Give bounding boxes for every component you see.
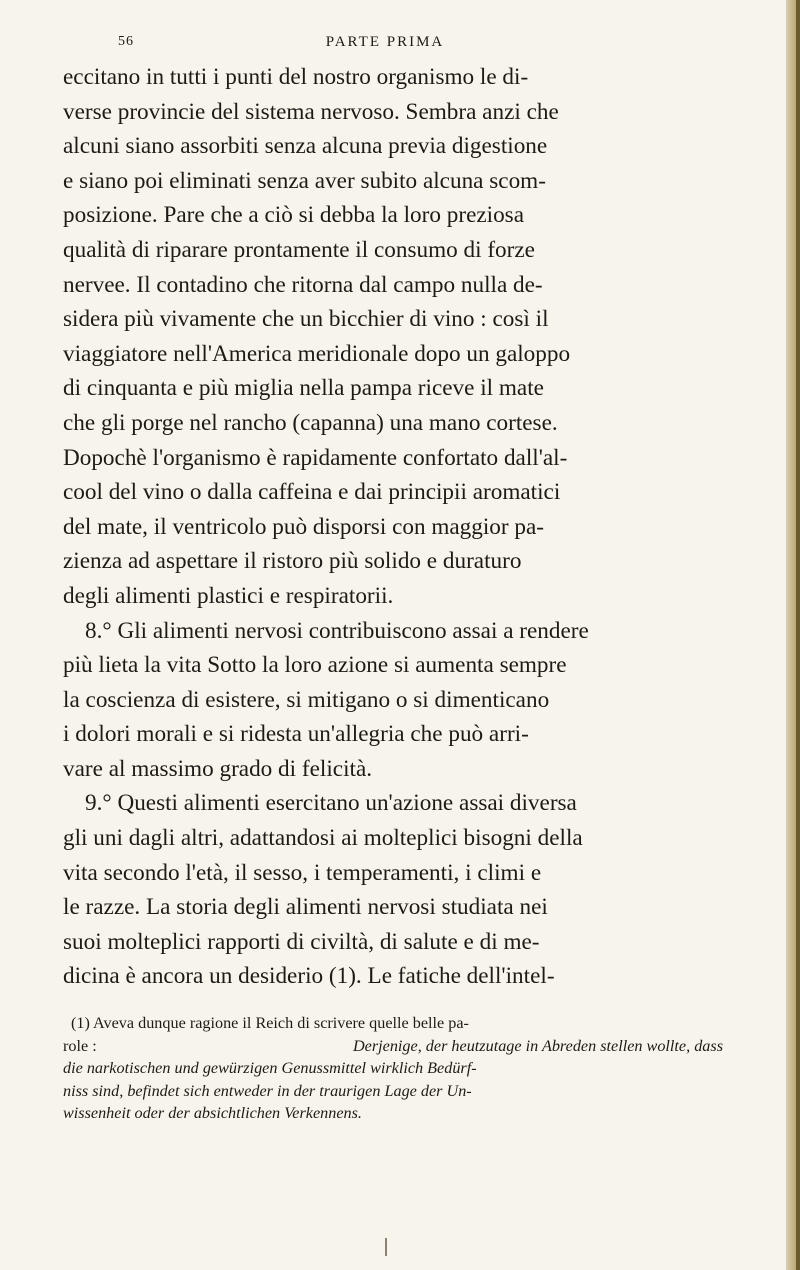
footnote-line <box>63 1035 723 1058</box>
page-header <box>50 34 720 58</box>
text-line: 8.° Gli alimenti nervosi contribuiscono assai a rendere <box>85 617 589 644</box>
text-line: vita secondo l'età, il sesso, i temperamenti, i climi e <box>63 859 542 886</box>
footnote-line: (1) Aveva dunque ragione il Reich di scrivere quelle belle pa- <box>71 1014 469 1032</box>
footnote-quote: Derjenige, der heutzutage in Abreden stellen wollte, dass <box>352 1036 723 1055</box>
text-line: cool del vino o dalla caffeina e dai principii aromatici <box>63 479 561 506</box>
text-line: che gli porge nel rancho (capanna) una mano cortese. <box>63 409 558 436</box>
text-line: più lieta la vita Sotto la loro azione si aumenta sempre <box>63 652 567 679</box>
text-line: i dolori morali e si ridesta un'allegria che può arri- <box>63 721 529 748</box>
text-line: del mate, il ventricolo può disporsi con maggior pa- <box>63 513 545 540</box>
text-line: vare al massimo grado di felicità. <box>63 755 373 782</box>
main-text <box>63 60 723 994</box>
text-line: la coscienza di esistere, si mitigano o si dimenticano <box>63 686 550 713</box>
text-line: gli uni dagli altri, adattandosi ai molteplici bisogni della <box>63 825 583 852</box>
footnote-quote: die narkotischen und gewürzigen Genussmittel wirklich Bedürf- <box>63 1059 477 1078</box>
running-head: PARTE PRIMA <box>325 34 445 50</box>
text-line: degli alimenti plastici e respiratorii. <box>63 582 394 609</box>
text-line: suoi molteplici rapporti di civiltà, di salute e di me- <box>63 928 540 955</box>
text-line: 9.° Questi alimenti esercitano un'azione assai diversa <box>85 790 577 817</box>
text-line: di cinquanta e più miglia nella pampa riceve il mate <box>63 375 544 402</box>
footnote-line <box>63 1102 723 1125</box>
footnote-line <box>63 1057 723 1080</box>
footnote <box>63 1012 723 1125</box>
print-mark <box>385 1238 387 1256</box>
text-line: viaggiatore nell'America meridionale dopo un galoppo <box>63 340 571 367</box>
text-line: zienza ad aspettare il ristoro più solido e duraturo <box>63 548 522 575</box>
text-line: verse provincie del sistema nervoso. Sembra anzi che <box>63 98 559 125</box>
page-edge-shadow <box>796 0 800 1270</box>
footnote-quote: wissenheit oder der absichtlichen Verkennens. <box>63 1104 362 1123</box>
text-line: le razze. La storia degli alimenti nervosi studiata nei <box>63 894 548 921</box>
text-line: eccitano in tutti i punti del nostro organismo le di- <box>63 64 529 90</box>
text-line: posizione. Pare che a ciò si debba la loro preziosa <box>63 202 524 229</box>
page-number: 56 <box>118 34 134 49</box>
text-line: qualità di riparare prontamente il consumo di forze <box>63 236 535 263</box>
text-line: e siano poi eliminati senza aver subito alcuna scom- <box>63 167 546 194</box>
footnote-text: role : <box>63 1036 97 1055</box>
text-line: Dopochè l'organismo è rapidamente confortato dall'al- <box>63 444 568 471</box>
text-line: nervee. Il contadino che ritorna dal campo nulla de- <box>63 271 543 298</box>
text-line: sidera più vivamente che un bicchier di vino : così il <box>63 306 549 333</box>
footnote-line <box>63 1080 723 1103</box>
text-line: alcuni siano assorbiti senza alcuna previa digestione <box>63 133 548 160</box>
text-line: dicina è ancora un desiderio (1). Le fatiche dell'intel- <box>63 963 555 990</box>
footnote-quote: niss sind, befindet sich entweder in der traurigen Lage der Un- <box>63 1081 472 1100</box>
